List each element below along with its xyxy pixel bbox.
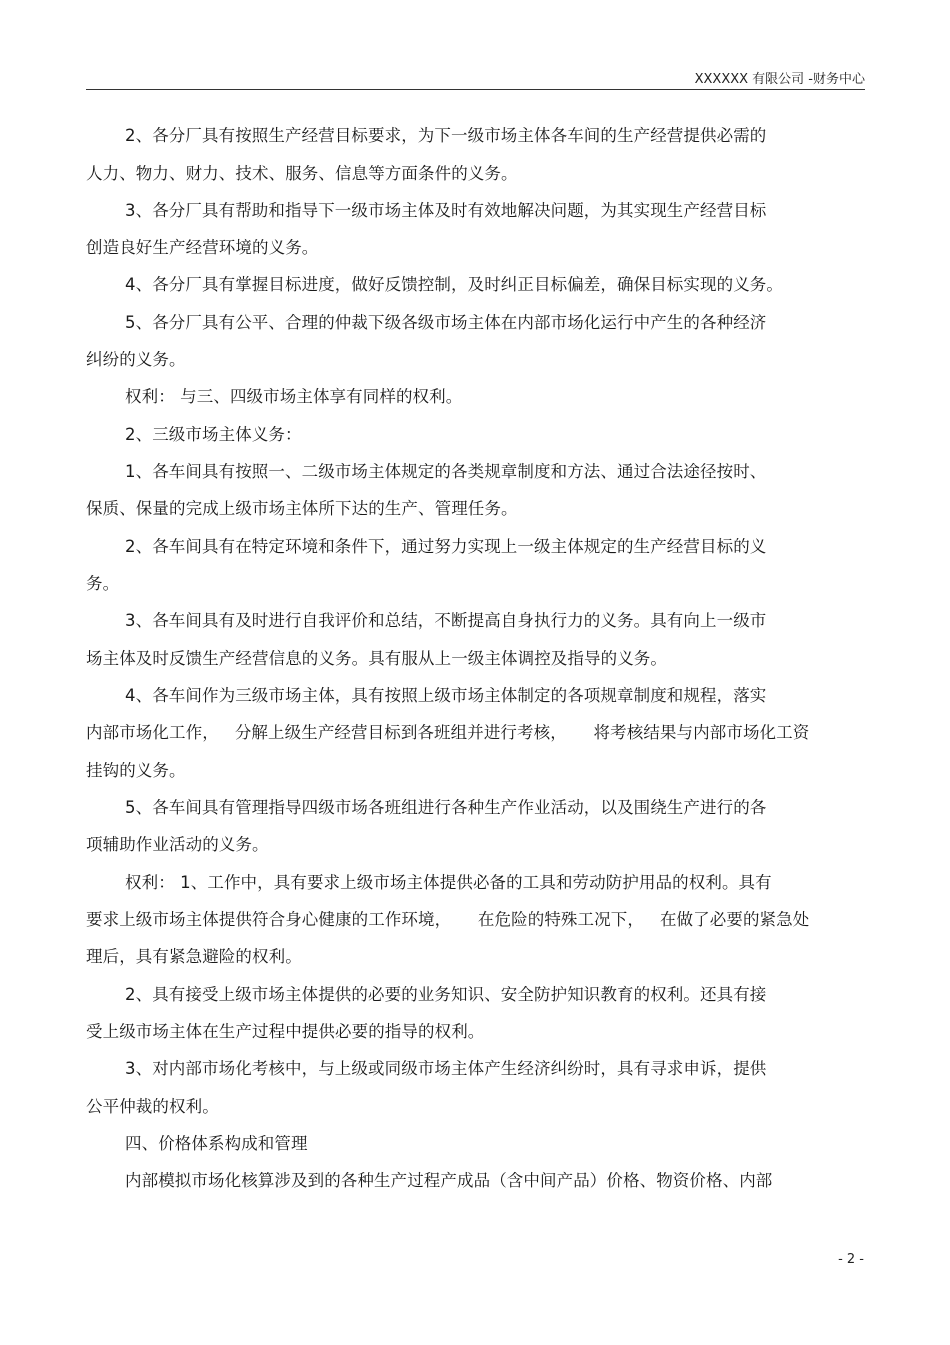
text-line: 4、各车间作为三级市场主体，具有按照上级市场主体制定的各项规章制度和规程，落实	[125, 686, 767, 705]
text-line: 内部市场化工作， 分解上级生产经营目标到各班组并进行考核， 将考核结果与内部市场化工资	[86, 723, 810, 742]
text-line: 2、具有接受上级市场主体提供的必要的业务知识、安全防护知识教育的权利。还具有接	[125, 985, 767, 1004]
text-line: 4、各分厂具有掌握目标进度，做好反馈控制，及时纠正目标偏差，确保目标实现的义务。	[125, 275, 783, 294]
text-line: 3、对内部市场化考核中，与上级或同级市场主体产生经济纠纷时，具有寻求申诉，提供	[125, 1059, 767, 1078]
text-line: 理后，具有紧急避险的权利。	[86, 947, 302, 966]
text-line: 2、各分厂具有按照生产经营目标要求，为下一级市场主体各车间的生产经营提供必需的	[125, 126, 767, 145]
page-number: - 2 -	[838, 1252, 864, 1267]
text-line: 5、各车间具有管理指导四级市场各班组进行各种生产作业活动，以及围绕生产进行的各	[125, 798, 767, 817]
text-line: 受上级市场主体在生产过程中提供必要的指导的权利。	[86, 1022, 485, 1041]
text-line: 挂钩的义务。	[86, 761, 186, 780]
text-line: 创造良好生产经营环境的义务。	[86, 238, 319, 257]
text-line: 公平仲裁的权利。	[86, 1097, 219, 1116]
text-line: 纠纷的义务。	[86, 350, 186, 369]
text-line: 人力、物力、财力、技术、服务、信息等方面条件的义务。	[86, 164, 518, 183]
text-line: 3、各分厂具有帮助和指导下一级市场主体及时有效地解决问题，为其实现生产经营目标	[125, 201, 767, 220]
text-line: 务。	[86, 574, 120, 593]
text-line: 内部模拟市场化核算涉及到的各种生产过程产成品（含中间产品）价格、物资价格、内部	[125, 1171, 773, 1190]
section-heading: 四、价格体系构成和管理	[125, 1134, 308, 1153]
text-line: 权利： 与三、四级市场主体享有同样的权利。	[125, 387, 463, 406]
header-divider	[86, 89, 865, 90]
text-line: 2、三级市场主体义务：	[125, 425, 302, 444]
text-line: 2、各车间具有在特定环境和条件下，通过努力实现上一级主体规定的生产经营目标的义	[125, 537, 767, 556]
text-line: 项辅助作业活动的义务。	[86, 835, 269, 854]
text-line: 要求上级市场主体提供符合身心健康的工作环境， 在危险的特殊工况下， 在做了必要的紧急处	[86, 910, 810, 929]
page-header: XXXXXX 有限公司 -财务中心	[694, 72, 865, 87]
text-line: 权利： 1、工作中，具有要求上级市场主体提供必备的工具和劳动防护用品的权利。具有	[125, 873, 772, 892]
text-line: 5、各分厂具有公平、合理的仲裁下级各级市场主体在内部市场化运行中产生的各种经济	[125, 313, 767, 332]
text-line: 1、各车间具有按照一、二级市场主体规定的各类规章制度和方法、通过合法途径按时、	[125, 462, 767, 481]
text-line: 保质、保量的完成上级市场主体所下达的生产、管理任务。	[86, 499, 518, 518]
text-line: 3、各车间具有及时进行自我评价和总结，不断提高自身执行力的义务。具有向上一级市	[125, 611, 767, 630]
text-line: 场主体及时反馈生产经营信息的义务。具有服从上一级主体调控及指导的义务。	[86, 649, 667, 668]
